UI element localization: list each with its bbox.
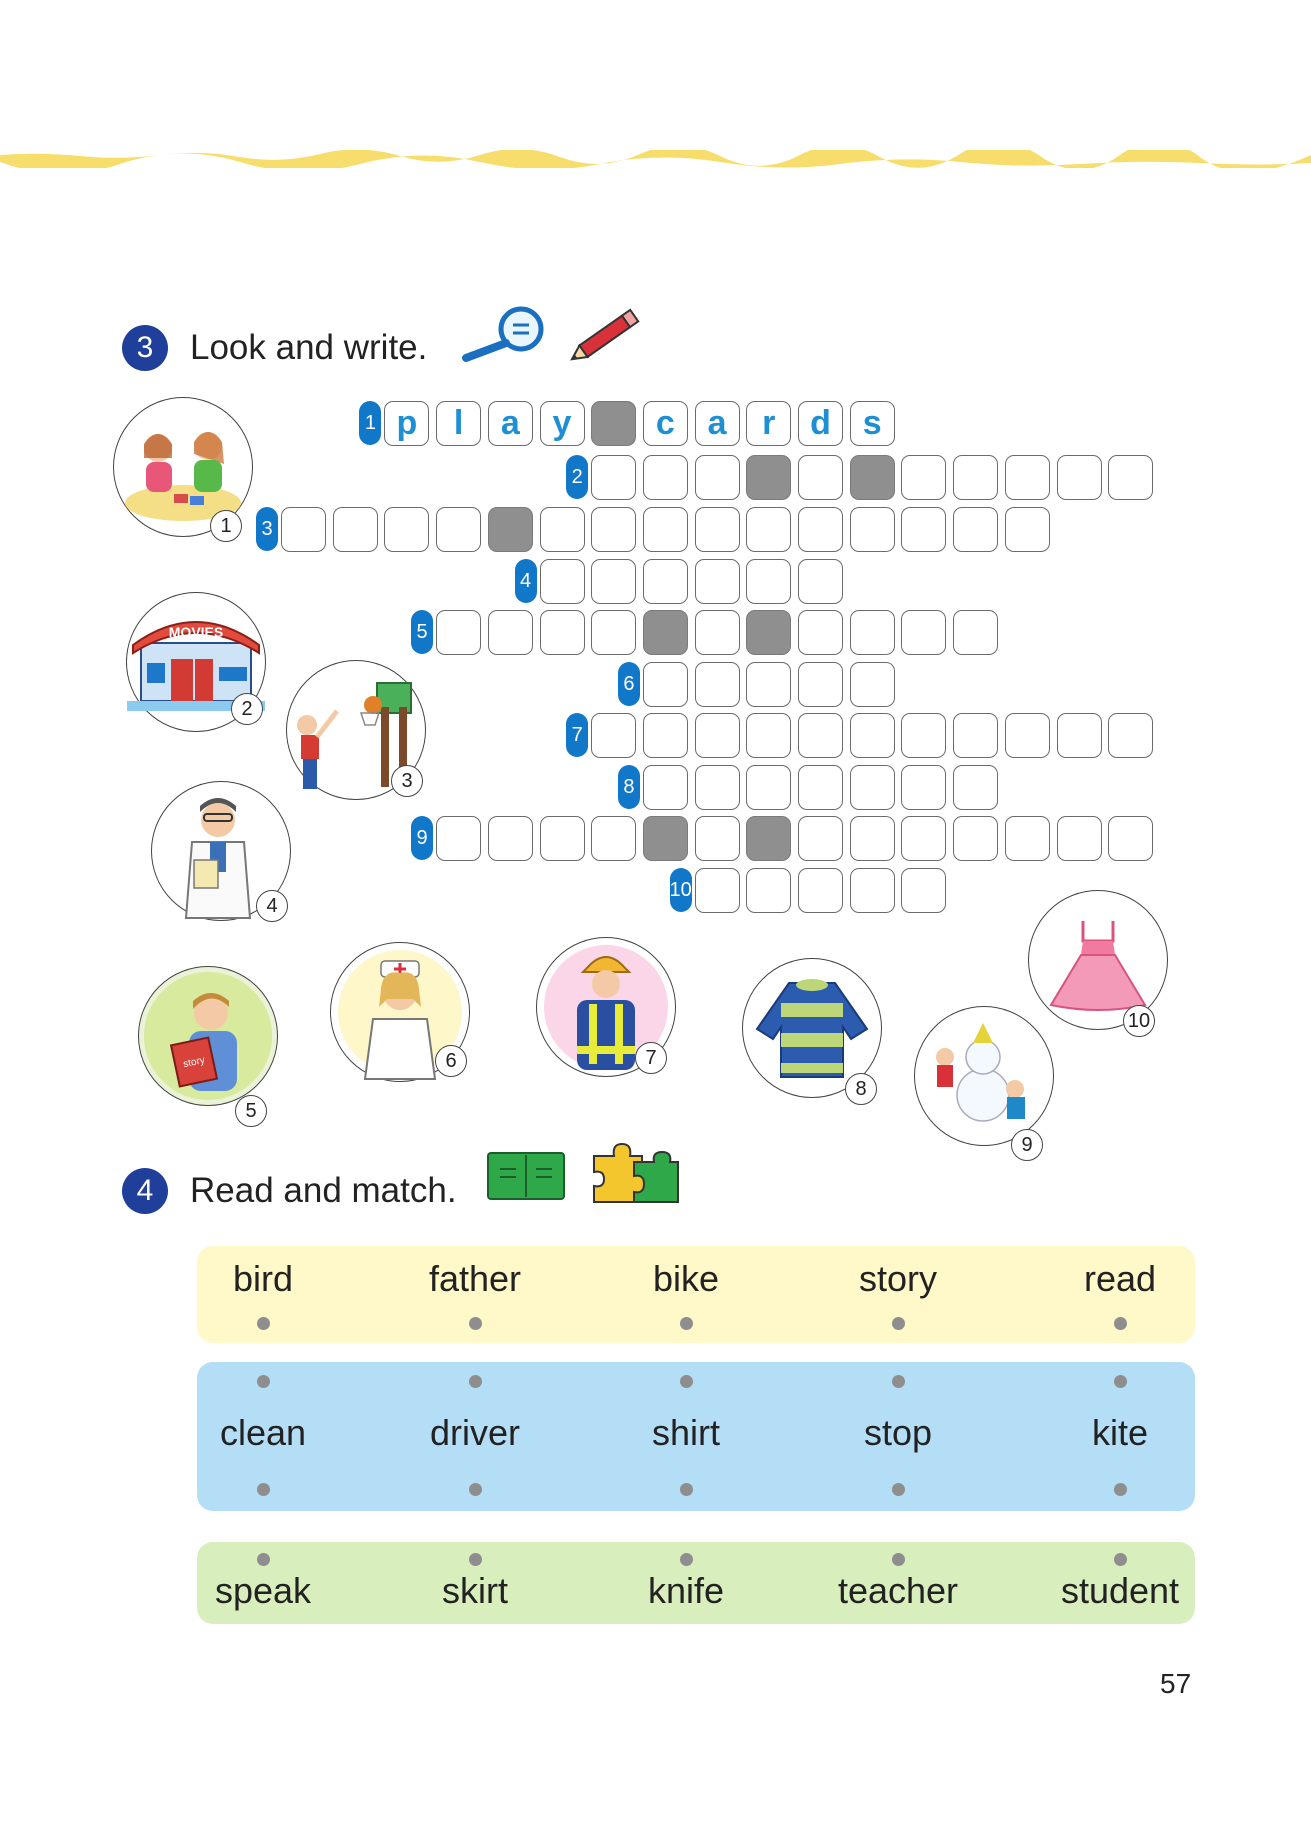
crossword-cell[interactable] [384,507,429,552]
crossword-cell[interactable] [901,610,946,655]
picture-label: 3 [391,765,423,797]
crossword-cell[interactable] [695,507,740,552]
crossword-cell[interactable] [798,559,843,604]
book-cover-text: story [182,1054,206,1071]
crossword-cell[interactable] [746,559,791,604]
crossword-cell[interactable] [695,455,740,500]
crossword-blank-cell [850,455,895,500]
crossword-cell[interactable] [591,713,636,758]
crossword-cell[interactable] [643,507,688,552]
crossword-cell[interactable] [1108,455,1153,500]
clue-number-1: 1 [359,401,381,445]
clue-number-2: 2 [566,455,588,499]
match-word[interactable]: shirt [651,1412,720,1453]
crossword-blank-cell [746,816,791,861]
crossword-cell[interactable] [850,765,895,810]
crossword-cell[interactable]: y [540,401,585,446]
match-dot[interactable] [257,1375,270,1388]
picture-label: 9 [1011,1129,1043,1161]
book-icon [486,1151,566,1201]
crossword-cell[interactable] [850,713,895,758]
crossword-cell[interactable] [901,816,946,861]
crossword-cell[interactable] [953,765,998,810]
clue-number-8: 8 [618,765,640,809]
crossword-cell[interactable] [488,610,533,655]
clue-number-6: 6 [618,662,640,706]
crossword-cell[interactable] [1057,816,1102,861]
match-word[interactable]: teacher [837,1570,959,1611]
match-dot[interactable] [469,1375,482,1388]
crossword-cell[interactable] [798,610,843,655]
clue-number-5: 5 [411,610,433,654]
crossword-cell[interactable]: c [643,401,688,446]
match-word[interactable]: father [428,1258,522,1299]
match-dot[interactable] [257,1483,270,1496]
crossword-cell[interactable] [850,868,895,913]
match-dot[interactable] [469,1483,482,1496]
crossword-cell[interactable] [695,868,740,913]
reading-illustration [139,967,277,1105]
crossword-cell[interactable] [643,455,688,500]
crossword-cell[interactable] [901,713,946,758]
magnifier-icon [458,303,550,363]
exercise-4-number: 4 [122,1168,168,1214]
picture-4-doctor [151,781,291,921]
crossword-cell[interactable] [746,662,791,707]
crossword-cell[interactable] [591,816,636,861]
crossword-cell[interactable] [953,507,998,552]
match-word[interactable]: driver [429,1412,521,1453]
crossword-cell[interactable] [540,507,585,552]
clue-number-4: 4 [515,559,537,603]
crossword-cell[interactable] [746,868,791,913]
crossword-cell[interactable]: p [384,401,429,446]
crossword-cell[interactable] [540,816,585,861]
crossword-cell[interactable] [643,713,688,758]
puzzle-icon [590,1142,682,1206]
crossword-cell[interactable] [1005,713,1050,758]
match-word[interactable]: read [1083,1258,1157,1299]
match-word[interactable]: story [858,1258,937,1299]
match-dot[interactable] [257,1317,270,1330]
crossword-cell[interactable] [1005,455,1050,500]
crossword-cell[interactable] [798,868,843,913]
crossword-cell[interactable] [746,507,791,552]
crossword-cell[interactable] [436,507,481,552]
match-dot[interactable] [257,1553,270,1566]
crossword-cell[interactable] [1108,816,1153,861]
match-dot[interactable] [680,1553,693,1566]
match-dot[interactable] [469,1317,482,1330]
crossword-cell[interactable] [436,816,481,861]
crossword-cell[interactable] [798,713,843,758]
crossword-cell[interactable] [746,765,791,810]
clue-number-3: 3 [256,507,278,551]
crossword-cell[interactable] [901,455,946,500]
crossword-cell[interactable] [798,507,843,552]
header-stripe [0,150,1311,168]
picture-label: 10 [1123,1005,1155,1037]
match-dot[interactable] [892,1553,905,1566]
crossword-cell[interactable] [953,610,998,655]
match-dot[interactable] [892,1375,905,1388]
match-dot[interactable] [1114,1375,1127,1388]
crossword-cell[interactable] [591,559,636,604]
crossword-cell[interactable] [436,610,481,655]
picture-label: 6 [435,1045,467,1077]
match-word[interactable]: speak [214,1570,312,1611]
match-word[interactable]: knife [647,1570,725,1611]
crossword-blank-cell [591,401,636,446]
crossword-cell[interactable] [798,662,843,707]
crossword-cell[interactable] [591,507,636,552]
pencil-icon [568,303,648,365]
crossword-blank-cell [746,610,791,655]
exercise-4-title: Read and match. [190,1171,457,1210]
crossword-cell[interactable] [850,507,895,552]
clue-number-9: 9 [411,816,433,860]
crossword-cell[interactable] [1108,713,1153,758]
picture-3-basketball [286,660,426,800]
match-dot[interactable] [680,1375,693,1388]
crossword-cell[interactable]: r [746,401,791,446]
match-dot[interactable] [1114,1553,1127,1566]
crossword-cell[interactable] [540,559,585,604]
crossword-cell[interactable] [798,816,843,861]
match-dot[interactable] [469,1553,482,1566]
match-word[interactable]: bike [652,1258,720,1299]
match-dot[interactable] [1114,1317,1127,1330]
crossword-cell[interactable] [643,765,688,810]
picture-label: 4 [256,890,288,922]
crossword-cell[interactable] [1005,507,1050,552]
crossword-cell[interactable] [281,507,326,552]
crossword-cell[interactable] [695,662,740,707]
crossword-cell[interactable] [901,868,946,913]
crossword-cell[interactable] [850,816,895,861]
crossword-cell[interactable] [953,713,998,758]
picture-8-sweater [742,958,882,1098]
match-word[interactable]: stop [863,1412,933,1453]
crossword-cell[interactable] [1057,713,1102,758]
picture-label: 5 [235,1095,267,1127]
match-word[interactable]: student [1060,1570,1180,1611]
match-dot[interactable] [680,1483,693,1496]
crossword-blank-cell [746,455,791,500]
crossword-cell[interactable]: s [850,401,895,446]
crossword-cell[interactable]: a [695,401,740,446]
crossword-cell[interactable] [333,507,378,552]
picture-label: 1 [210,510,242,542]
page-number: 57 [1160,1668,1192,1699]
crossword-cell[interactable] [591,455,636,500]
match-word[interactable]: bird [232,1258,294,1299]
crossword-cell[interactable] [695,610,740,655]
picture-10-dress [1028,890,1168,1030]
movies-sign: MOVIES [168,624,224,640]
crossword-cell[interactable] [695,816,740,861]
exercise-4-header [122,1168,457,1214]
crossword-cell[interactable] [901,507,946,552]
crossword-blank-cell [643,610,688,655]
crossword-cell[interactable] [798,455,843,500]
crossword-cell[interactable]: d [798,401,843,446]
crossword-cell[interactable] [850,610,895,655]
crossword-cell[interactable] [850,662,895,707]
crossword-cell[interactable]: a [488,401,533,446]
crossword-blank-cell [488,507,533,552]
picture-7-firefighter [536,937,676,1077]
match-word[interactable]: kite [1091,1412,1149,1453]
crossword-cell[interactable]: l [436,401,481,446]
match-dot[interactable] [680,1317,693,1330]
crossword-cell[interactable] [643,662,688,707]
picture-5-reading [138,966,278,1122]
match-dot[interactable] [892,1317,905,1330]
exercise-3-header [122,325,427,371]
crossword-cell[interactable] [1005,816,1050,861]
crossword-cell[interactable] [695,765,740,810]
match-word[interactable]: clean [219,1412,307,1453]
crossword-cell[interactable] [746,713,791,758]
exercise-3-number: 3 [122,325,168,371]
crossword-cell[interactable] [901,765,946,810]
match-dot[interactable] [1114,1483,1127,1496]
crossword-cell[interactable] [798,765,843,810]
picture-2-cinema [126,592,266,732]
crossword-cell[interactable] [953,455,998,500]
clue-number-7: 7 [566,713,588,757]
picture-label: 7 [635,1042,667,1074]
crossword-cell[interactable] [540,610,585,655]
crossword-cell[interactable] [488,816,533,861]
crossword-cell[interactable] [953,816,998,861]
picture-6-nurse [330,942,470,1082]
crossword-blank-cell [643,816,688,861]
match-dot[interactable] [892,1483,905,1496]
clue-number-10: 10 [670,868,692,912]
exercise-3-title: Look and write. [190,328,428,367]
picture-label: 2 [231,693,263,725]
crossword-cell[interactable] [643,559,688,604]
picture-1-playing-cards [113,397,253,537]
crossword-cell[interactable] [591,610,636,655]
picture-label: 8 [845,1073,877,1105]
crossword-cell[interactable] [1057,455,1102,500]
match-word[interactable]: skirt [442,1570,508,1611]
crossword-cell[interactable] [695,713,740,758]
crossword-cell[interactable] [695,559,740,604]
